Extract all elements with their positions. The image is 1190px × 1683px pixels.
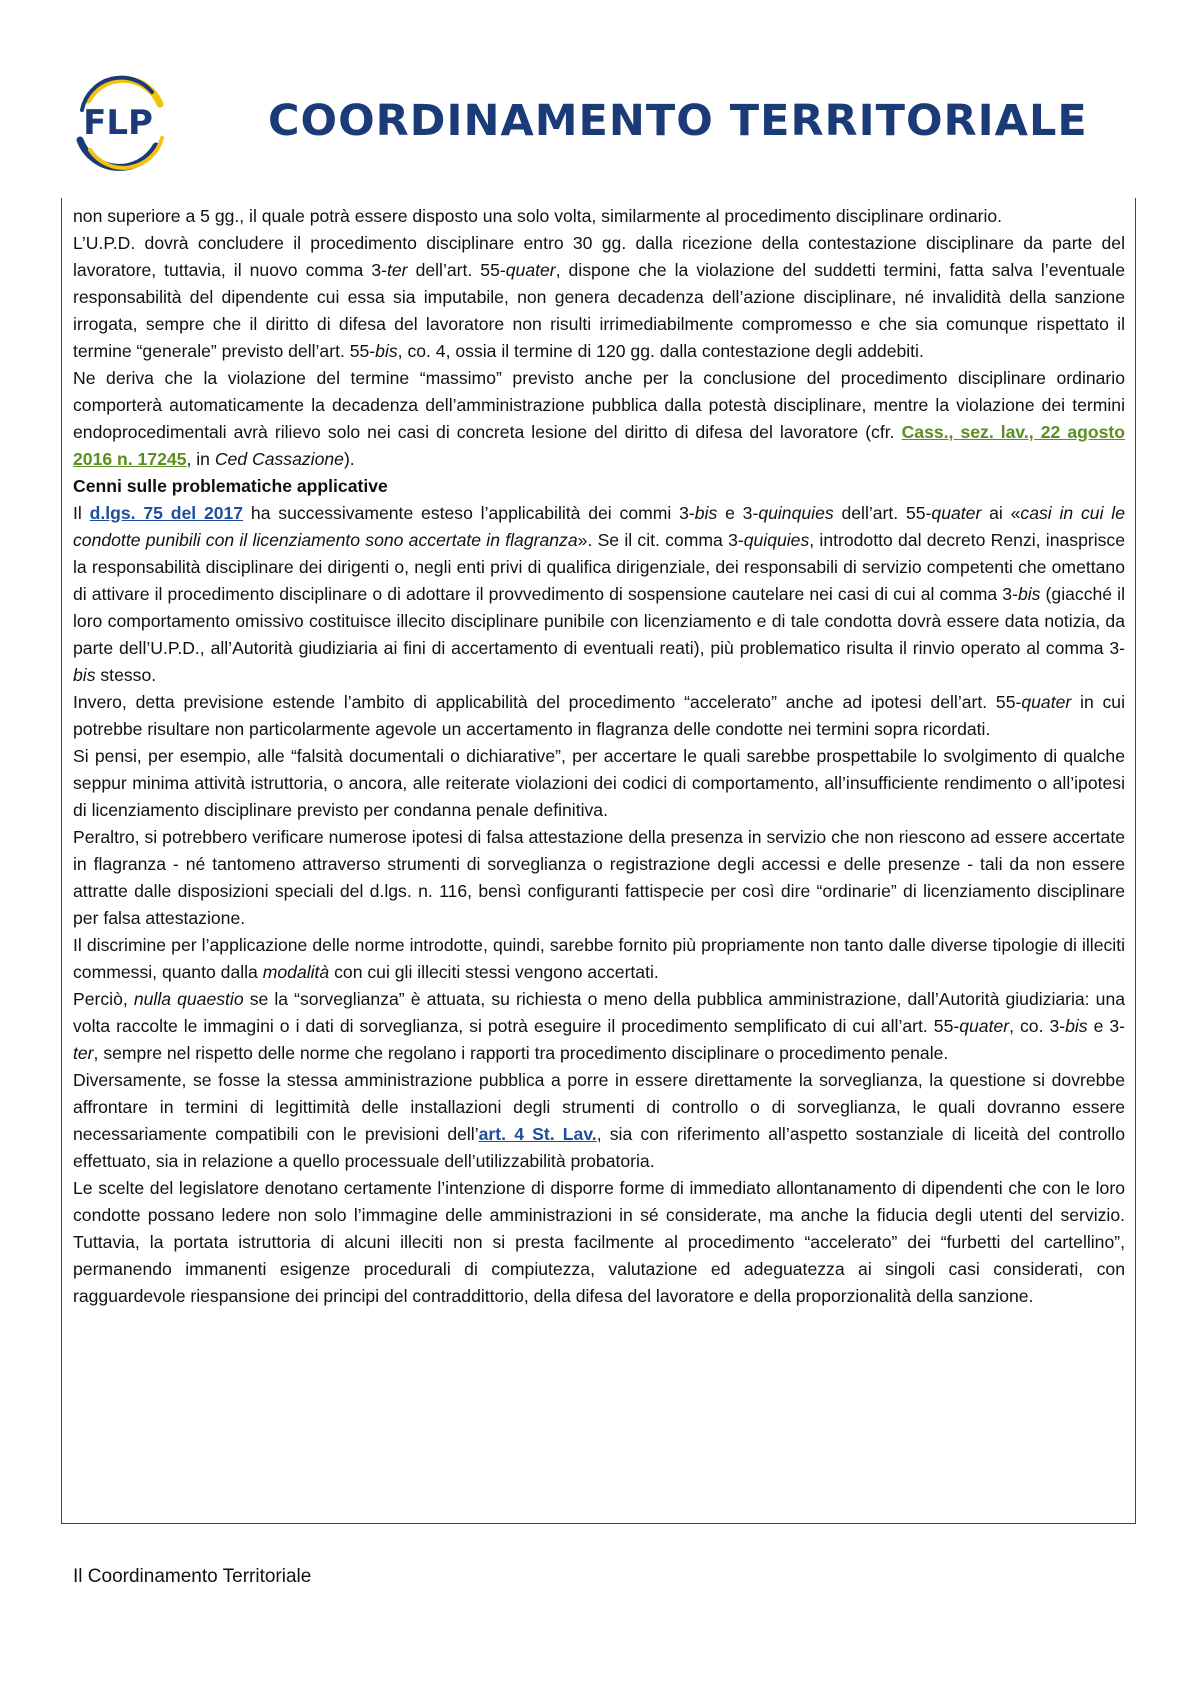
paragraph bbox=[73, 230, 1125, 365]
paragraph bbox=[73, 689, 1125, 743]
signature: Il Coordinamento Territoriale bbox=[73, 1566, 312, 1587]
text-run: , co. 3- bbox=[1009, 1016, 1066, 1036]
page-header bbox=[0, 0, 1190, 190]
italic-text: casi in cui le condotte punibili con il licenziamento sono accertate in flagranza bbox=[73, 503, 1125, 550]
text-run: Peraltro, si potrebbero verificare numerose ipotesi di falsa attestazione della presenza in servizio che non riescono ad essere accertate in flagranza - né tantomeno attraverso strumenti di sorveglianza o registrazione degli accessi e delle presenze - tali da non essere attratte dalle disposizioni speciali del d.lgs. n. 116, bensì configuranti fattispecie per così dire “ordinarie” di licenziamento disciplinare per falsa attestazione. bbox=[73, 827, 1125, 928]
text-run: , introdotto dal decreto Renzi, inasprisce la responsabilità disciplinare dei dirigenti o, negli enti privi di qualifica dirigenziale, dei responsabili di servizio competenti che omettano di attivare il procedimento disciplinare o di adottare il provvedimento di sospensione cautelare nei casi di cui al comma 3- bbox=[73, 530, 1126, 604]
citation-link[interactable]: Cass., sez. lav., 22 agosto 2016 n. 17245 bbox=[73, 422, 1126, 469]
italic-text: nulla quaestio bbox=[133, 989, 244, 1009]
paragraph bbox=[73, 203, 1125, 230]
text-run: Perciò, bbox=[73, 989, 134, 1009]
section-heading bbox=[73, 473, 1125, 500]
text-run: Le scelte del legislatore denotano certamente l’intenzione di disporre forme di immediato allontanamento di dipendenti che con le loro condotte possano ledere non solo l’immagine delle amministrazioni in sé considerate, ma anche la fiducia degli utenti del servizio. Tuttavia, la portata istruttoria di alcuni illeciti non si presta facilmente al procedimento “accelerato” dei “furbetti del cartellino”, permanendo immanenti esigenze procedurali di compiutezza, valutazione ed adeguatezza ai singoli casi considerati, con ragguardevole riespansione dei principi del contraddittorio, della difesa del lavoratore e della proporzionalità della sanzione. bbox=[73, 1178, 1125, 1306]
paragraph bbox=[73, 365, 1125, 473]
paragraph bbox=[73, 824, 1125, 932]
text-run: ). bbox=[343, 449, 355, 469]
italic-text: quater bbox=[505, 260, 556, 280]
flp-logo-icon bbox=[68, 66, 168, 174]
text-run: e 3- bbox=[1087, 1016, 1125, 1036]
text-run: , sia con riferimento all’aspetto sostanziale di liceità del controllo effettuato, sia in relazione a quello processuale dell’utilizzabilità probatoria. bbox=[73, 1124, 1125, 1171]
page-title: COORDINAMENTO TERRITORIALE bbox=[268, 96, 1088, 146]
italic-text: ter bbox=[386, 260, 408, 280]
italic-text: quinquies bbox=[758, 503, 834, 523]
text-run: ha successivamente esteso l’applicabilità dei commi 3- bbox=[243, 503, 695, 523]
paragraph bbox=[73, 1175, 1125, 1310]
citation-link[interactable]: art. 4 St. Lav. bbox=[478, 1124, 597, 1144]
italic-text: bis bbox=[1017, 584, 1041, 604]
italic-text: ter bbox=[73, 1043, 94, 1063]
italic-text: quiquies bbox=[743, 530, 810, 550]
italic-text: quater bbox=[959, 1016, 1010, 1036]
italic-text: bis bbox=[694, 503, 718, 523]
italic-text: modalità bbox=[262, 962, 330, 982]
text-run: Invero, detta previsione estende l’ambito di applicabilità del procedimento “accelerato” anche ad ipotesi dell’art. 55- bbox=[73, 692, 1022, 712]
paragraph bbox=[73, 1067, 1125, 1175]
text-run: e 3- bbox=[717, 503, 759, 523]
text-run: , dispone che la violazione del suddetti termini, fatta salva l’eventuale responsabilità del dipendente cui essa sia imputabile, non genera decadenza dell’azione disciplinare, né invalidità della sanzione irrogata, sempre che il diritto di difesa del lavoratore non risulti irrimediabilmente compromesso e che sia comunque rispettato il termine “generale” previsto dell’art. 55- bbox=[73, 260, 1125, 361]
text-run: (giacché il loro comportamento omissivo costituisce illecito disciplinare punibile con licenziamento e di tale condotta dovrà essere data notizia, da parte dell’U.P.D., all’Autorità giudiziaria ai fini di accertamento di eventuali reati), più problematico risulta il rinvio operato al comma 3- bbox=[73, 584, 1125, 658]
text-run: Diversamente, se fosse la stessa amministrazione pubblica a porre in essere direttamente la sorveglianza, la questione si dovrebbe affrontare in termini di legittimità delle installazioni degli strumenti di controllo o di sorveglianza, le quali dovranno essere necessariamente compatibili con le previsioni dell’ bbox=[73, 1070, 1125, 1144]
paragraph bbox=[73, 932, 1125, 986]
text-run: , co. 4, ossia il termine di 120 gg. dalla contestazione degli addebiti. bbox=[397, 341, 924, 361]
text-run: Ne deriva che la violazione del termine “massimo” previsto anche per la conclusione del procedimento disciplinare ordinario comporterà automaticamente la decadenza dell’amministrazione pubblica dalla potestà disciplinare, mentre la violazione dei termini endoprocedimentali avrà rilievo solo nei casi di concreta lesione del diritto di difesa del lavoratore (cfr. bbox=[73, 368, 1125, 442]
paragraph bbox=[73, 743, 1125, 824]
logo-text: FLP bbox=[83, 103, 153, 143]
text-run: se la “sorveglianza” è attuata, su richiesta o meno della pubblica amministrazione, dall’Autorità giudiziaria: una volta raccolte le immagini o i dati di sorveglianza, si potrà eseguire il procedimento semplificato di cui all’art. 55- bbox=[73, 989, 1126, 1036]
citation-link[interactable]: d.lgs. 75 del 2017 bbox=[89, 503, 244, 523]
text-run: Il bbox=[73, 503, 90, 523]
text-run: con cui gli illeciti stessi vengono accertati. bbox=[329, 962, 659, 982]
document-body bbox=[73, 203, 1125, 1310]
italic-text: bis bbox=[73, 665, 96, 685]
text-run: L’U.P.D. dovrà concludere il procedimento disciplinare entro 30 gg. dalla ricezione della contestazione disciplinare da parte del lavoratore, tuttavia, il nuovo comma 3- bbox=[73, 233, 1125, 280]
paragraph bbox=[73, 986, 1125, 1067]
paragraph bbox=[73, 500, 1125, 689]
text-run: Il discrimine per l’applicazione delle norme introdotte, quindi, sarebbe fornito più propriamente non tanto dalle diverse tipologie di illeciti commessi, quanto dalla bbox=[73, 935, 1125, 982]
text-run: , in bbox=[186, 449, 215, 469]
italic-text: Ced Cassazione bbox=[214, 449, 344, 469]
text-run: , sempre nel rispetto delle norme che regolano i rapporti tra procedimento disciplinare o procedimento penale. bbox=[93, 1043, 949, 1063]
text-run: stesso. bbox=[95, 665, 157, 685]
text-run: non superiore a 5 gg., il quale potrà essere disposto una solo volta, similarmente al procedimento disciplinare ordinario. bbox=[73, 206, 1003, 226]
italic-text: quater bbox=[931, 503, 982, 523]
text-run: Si pensi, per esempio, alle “falsità documentali o dichiarative”, per accertare le quali sarebbe prospettabile lo svolgimento di qualche seppur minima attività istruttoria, o ancora, alle reiterate violazioni dei codici di comportamento, all’insufficiente rendimento o all’ipotesi di licenziamento disciplinare previsto per condanna penale definitiva. bbox=[73, 746, 1125, 820]
text-run: in cui potrebbe risultare non particolarmente agevole un accertamento in flagranza delle condotte nei termini sopra ricordati. bbox=[73, 692, 1125, 739]
text-run: ». Se il cit. comma 3- bbox=[577, 530, 744, 550]
text-run: dell’art. 55- bbox=[407, 260, 506, 280]
text-run: dell’art. 55- bbox=[833, 503, 932, 523]
heading-text: Cenni sulle problematiche applicative bbox=[73, 476, 388, 496]
italic-text: bis bbox=[1065, 1016, 1088, 1036]
italic-text: quater bbox=[1021, 692, 1072, 712]
text-run: ai « bbox=[981, 503, 1021, 523]
italic-text: bis bbox=[375, 341, 398, 361]
